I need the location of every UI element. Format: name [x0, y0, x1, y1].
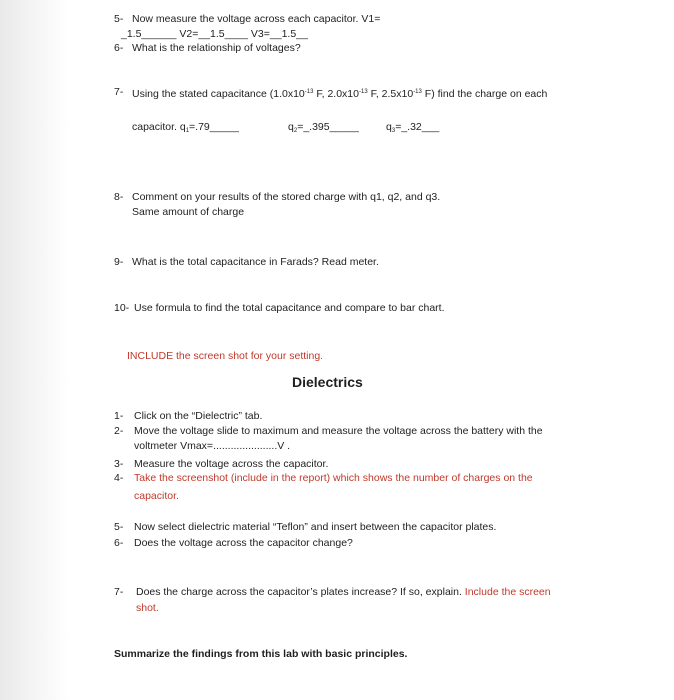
q8-text: Comment on your results of the stored charge with q1, q2, and q3.: [132, 191, 441, 203]
q7-number: 7-: [114, 86, 124, 98]
dielectric-item-7-number: 7-: [114, 586, 124, 598]
dielectric-item-3-number: 3-: [114, 458, 124, 470]
dielectric-item-1-number: 1-: [114, 410, 124, 422]
q5-answers: _1.5______ V2=__1.5____ V3=__1.5__: [121, 28, 308, 40]
dielectric-item-7-text: Does the charge across the capacitor’s plates increase? If so, explain. Include the screen: [136, 586, 551, 598]
q7-q3-answer: $q_3=\_.32\_\_\_$: [386, 121, 440, 134]
dielectric-item-2-number: 2-: [114, 425, 124, 437]
q6-text: What is the relationship of voltages?: [132, 42, 301, 54]
q5-text: Now measure the voltage across each capacitor. V1=: [132, 13, 381, 25]
dielectric-item-5-text: Now select dielectric material “Teflon” and insert between the capacitor plates.: [134, 521, 497, 533]
section-title: Dielectrics: [292, 374, 363, 390]
q9-number: 9-: [114, 256, 124, 268]
dielectric-item-4-text: Take the screenshot (include in the report) which shows the number of charges on the: [134, 472, 533, 484]
dielectric-item-4-line2: capacitor.: [134, 490, 179, 502]
q8-answer: Same amount of charge: [132, 206, 245, 218]
dielectric-item-6-number: 6-: [114, 537, 124, 549]
dielectric-item-5-number: 5-: [114, 521, 124, 533]
q10-text: Use formula to find the total capacitance and compare to bar chart.: [134, 302, 445, 314]
q7-text: Using the stated capacitance ($1.0x10^{-13}$ F, $2.0x10^{-13}$ F, $2.5x10^{-13}$ F) find the charge on each: [132, 88, 548, 100]
dielectric-item-2-text: Move the voltage slide to maximum and measure the voltage across the battery with the: [134, 425, 543, 437]
q5-number: 5-: [114, 13, 124, 25]
q9-text: What is the total capacitance in Farads? Read meter.: [132, 256, 379, 268]
dielectric-item-7-line2: shot.: [136, 602, 159, 614]
summary-heading: Summarize the findings from this lab with basic principles.: [114, 648, 408, 660]
q6-number: 6-: [114, 42, 124, 54]
dielectric-item-4-number: 4-: [114, 472, 124, 484]
dielectric-item-6-text: Does the voltage across the capacitor change?: [134, 537, 353, 549]
dielectric-item-2-line2: voltmeter Vmax=......................V .: [134, 440, 291, 452]
dielectric-item-3-text: Measure the voltage across the capacitor.: [134, 458, 329, 470]
dielectric-item-1-text: Click on the “Dielectric” tab.: [134, 410, 263, 422]
q8-number: 8-: [114, 191, 124, 203]
q10-number: 10-: [114, 302, 130, 314]
include-screenshot-note: INCLUDE the screen shot for your setting.: [127, 350, 324, 362]
q7-q1-answer: capacitor. $q_1=.79\_\_\_\_\_$: [132, 121, 239, 134]
q7-q2-answer: $q_2=\_.395\_\_\_\_\_$: [288, 121, 359, 134]
